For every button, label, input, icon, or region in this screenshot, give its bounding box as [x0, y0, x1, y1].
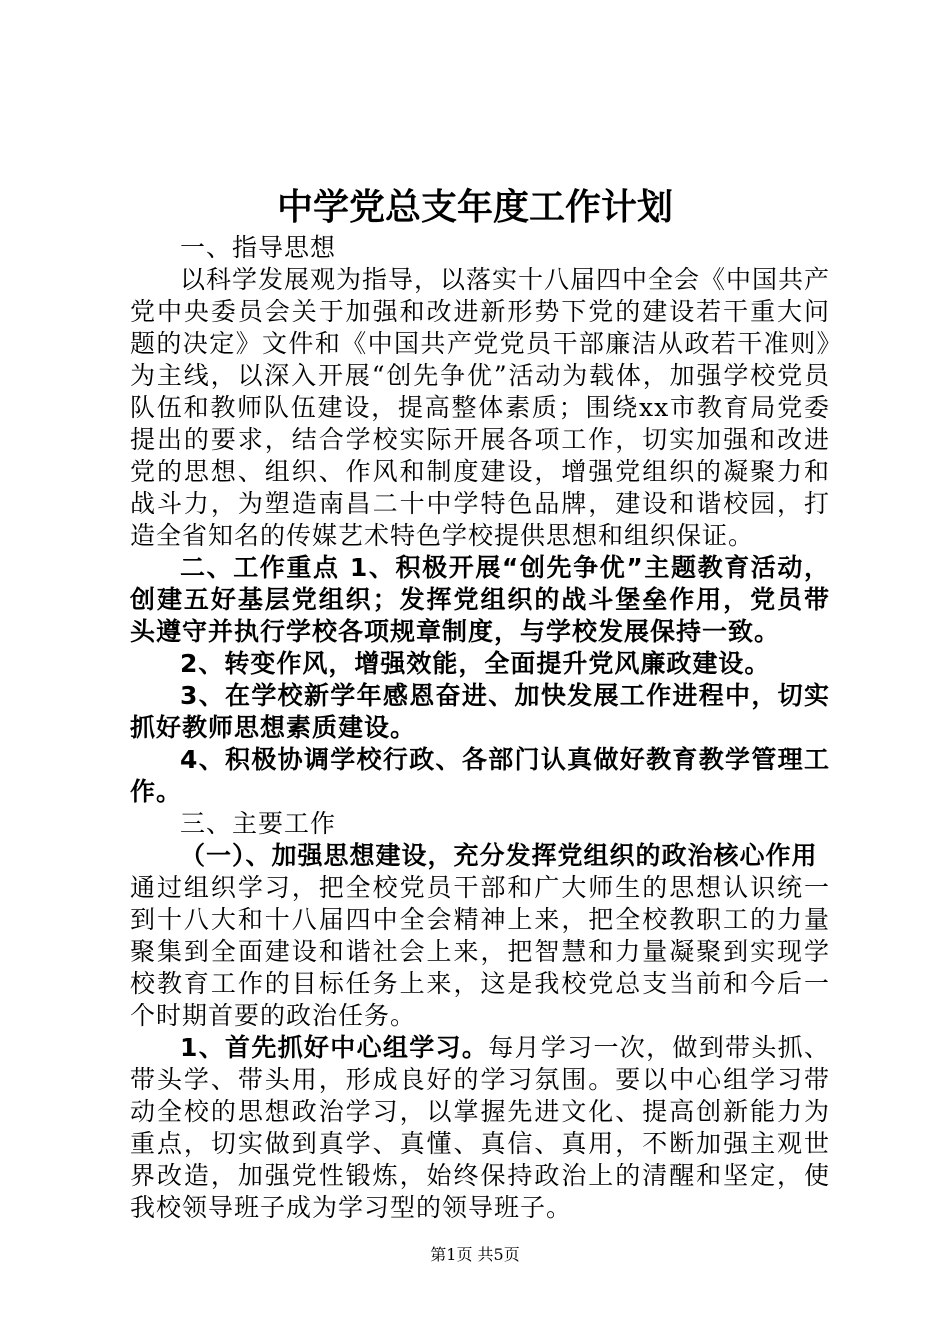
section2-heading-item1: 二、工作重点 1、积极开展“创先争优”主题教育活动，创建五好基层党组织；发挥党组织的战斗堡垒作用，党员带头遵守并执行学校各项规章制度，与学校发展保持一致。 — [130, 553, 830, 646]
page-footer: 第1页 共5页 — [430, 1245, 520, 1264]
section1-paragraph: 以科学发展观为指导，以落实十八届四中全会《中国共产党中央委员会关于加强和改进新形势下党的建设若干重大问题的决定》文件和《中国共产党党员干部廉洁从政若干准则》为主线，以深入开展“创先争优”活动为载体，加强学校党员队伍和教师队伍建设，提高整体素质；围绕xx市教育局党委提出的要求，结合学校实际开展各项工作，切实加强和改进党的思想、组织、作风和制度建设，增强党组织的凝聚力和战斗力，为塑造南昌二十中学特色品牌，建设和谐校园，打造全省知名的传媒艺术特色学校提供思想和组织保证。 — [130, 265, 831, 550]
section2-item4: 4、积极协调学校行政、各部门认真做好教育教学管理工作。 — [130, 745, 830, 806]
section3-item1-text: 每月学习一次，做到带头抓、带头学、带头用，形成良好的学习氛围。要以中心组学习带动全校的思想政治学习，以掌握先进文化、提高创新能力为重点，切实做到真学、真懂、真信、真用，不断加强主观世界改造，加强党性锻炼，始终保持政治上的清醒和坚定，使我校领导班子成为学习型的领导班子。 — [130, 1033, 830, 1222]
section3-heading: 三、主要工作 — [180, 809, 337, 838]
section3-paragraph1: 通过组织学习，把全校党员干部和广大师生的思想认识统一到十八大和十八届四中全会精神上来，把全校教职工的力量聚集到全面建设和谐社会上来，把智慧和力量凝聚到实现学校教育工作的目标任务上来，这是我校党总支当前和今后一个时期首要的政治任务。 — [130, 873, 830, 1030]
section3-item1-lead: 1、首先抓好中心组学习。 — [180, 1033, 489, 1062]
section3-item1 — [130, 1032, 830, 1224]
document-body — [130, 232, 830, 1224]
section2-item2: 2、转变作风，增强效能，全面提升党风廉政建设。 — [180, 649, 771, 678]
document-title: 中学党总支年度工作计划 — [276, 187, 673, 228]
section3-subheading1: （一）、加强思想建设，充分发挥党组织的政治核心作用 — [180, 841, 818, 870]
section1-heading: 一、指导思想 — [180, 233, 337, 262]
section2-item3: 3、在学校新学年感恩奋进、加快发展工作进程中，切实抓好教师思想素质建设。 — [130, 681, 830, 742]
